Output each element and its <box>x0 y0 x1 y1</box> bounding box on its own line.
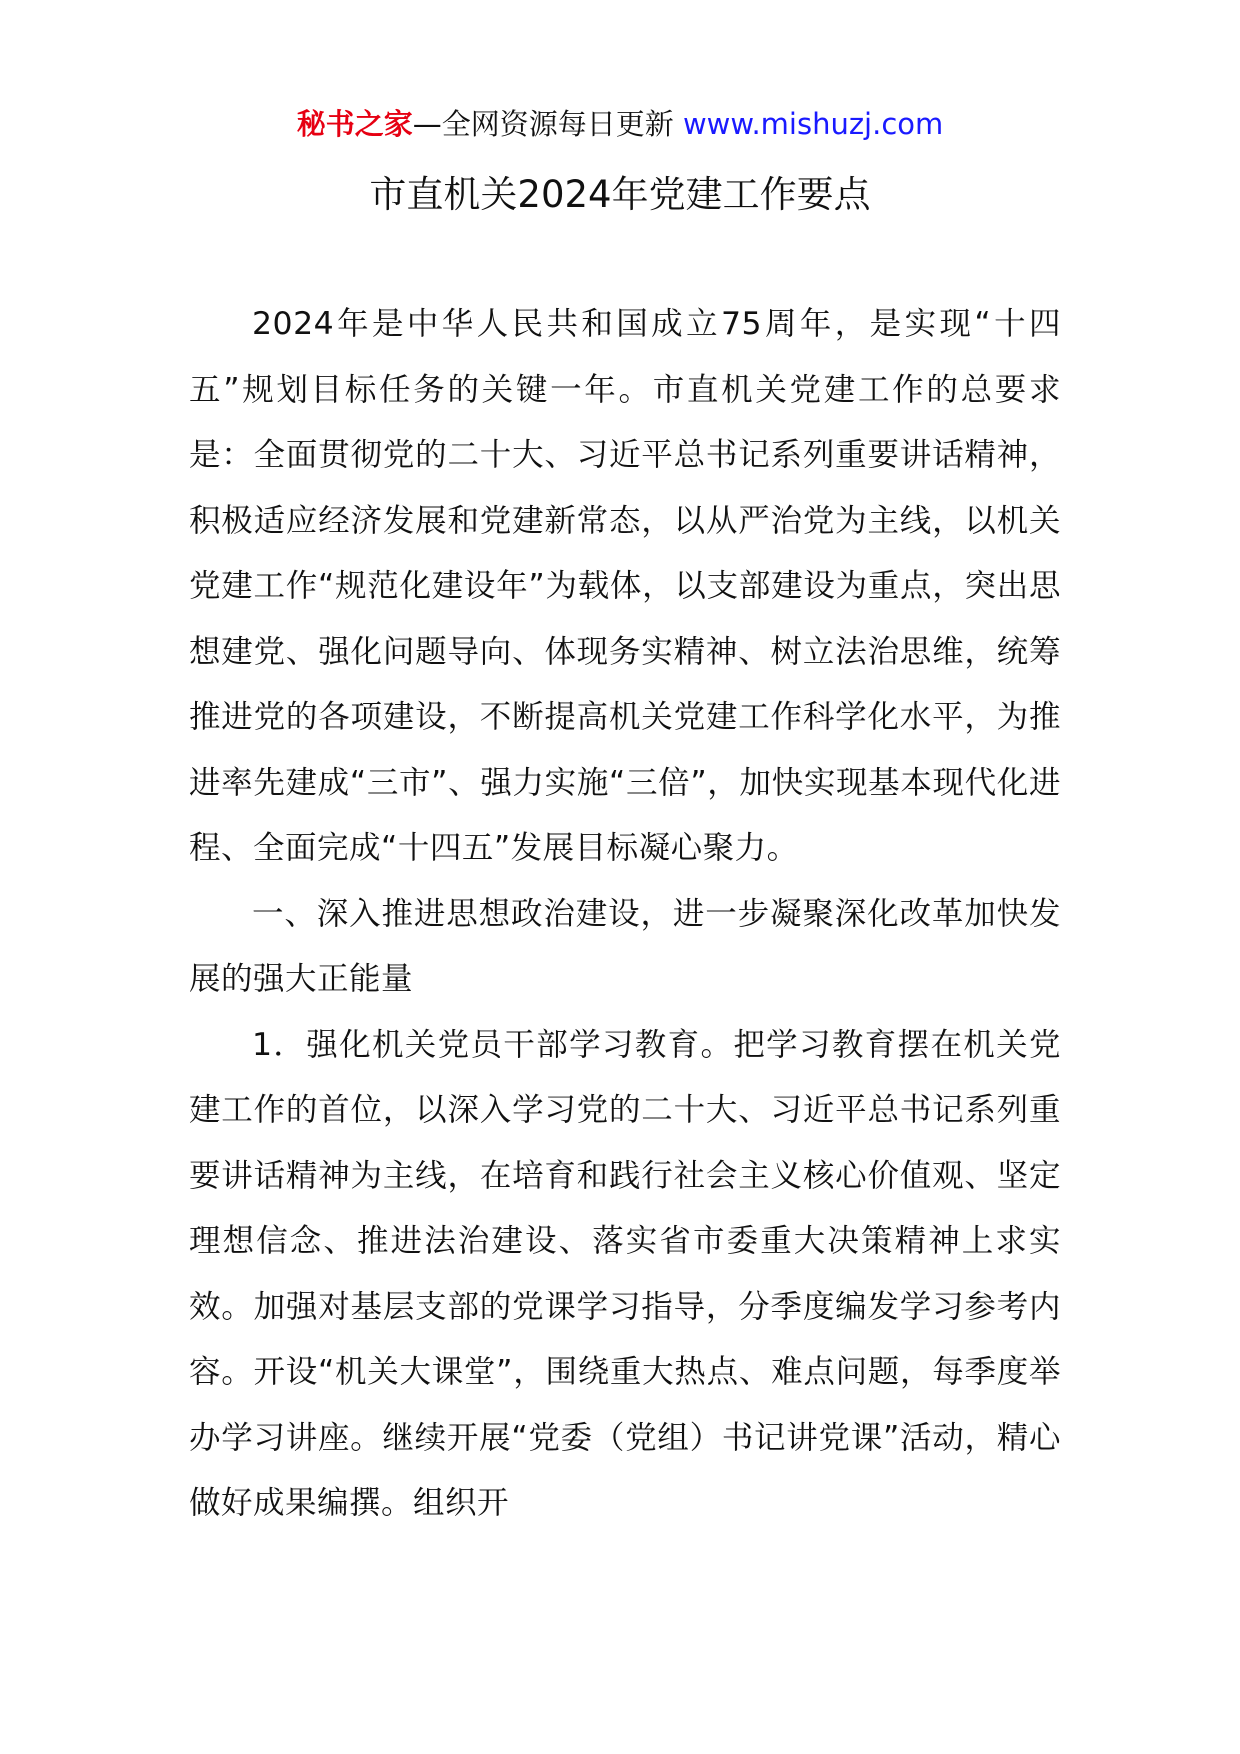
site-brand: 秘书之家 <box>296 107 413 141</box>
site-tagline: —全网资源每日更新 <box>412 107 683 141</box>
item-paragraph-1: 1．强化机关党员干部学习教育。把学习教育摆在机关党建工作的首位，以深入学习党的二十大、习近平总书记系列重要讲话精神为主线，在培育和践行社会主义核心价值观、坚定理想信念、推进法治建设、落实省市委重大决策精神上求实效。加强对基层支部的党课学习指导，分季度编发学习参考内容。开设“机关大课堂”，围绕重大热点、难点问题，每季度举办学习讲座。继续开展“党委（党组）书记讲党课”活动，精心做好成果编撰。组织开 <box>189 1026 1061 1521</box>
section-heading-1: 一、深入推进思想政治建设，进一步凝聚深化改革加快发展的强大正能量 <box>189 895 1061 997</box>
site-url-link[interactable]: www.mishuzj.com <box>682 107 944 141</box>
document-title: 市直机关2024年党建工作要点 <box>369 173 871 216</box>
intro-paragraph: 2024年是中华人民共和国成立75周年，是实现“十四五”规划目标任务的关键一年。市直机关党建工作的总要求是：全面贯彻党的二十大、习近平总书记系列重要讲话精神，积极适应经济发展和党建新常态，以从严治党为主线，以机关党建工作“规范化建设年”为载体，以支部建设为重点，突出思想建党、强化问题导向、体现务实精神、树立法治思维，统筹推进党的各项建设，不断提高机关党建工作科学化水平，为推进率先建成“三市”、强力实施“三倍”，加快实现基本现代化进程、全面完成“十四五”发展目标凝心聚力。 <box>189 306 1061 866</box>
document-body <box>189 292 1061 1537</box>
site-header <box>0 104 1240 144</box>
